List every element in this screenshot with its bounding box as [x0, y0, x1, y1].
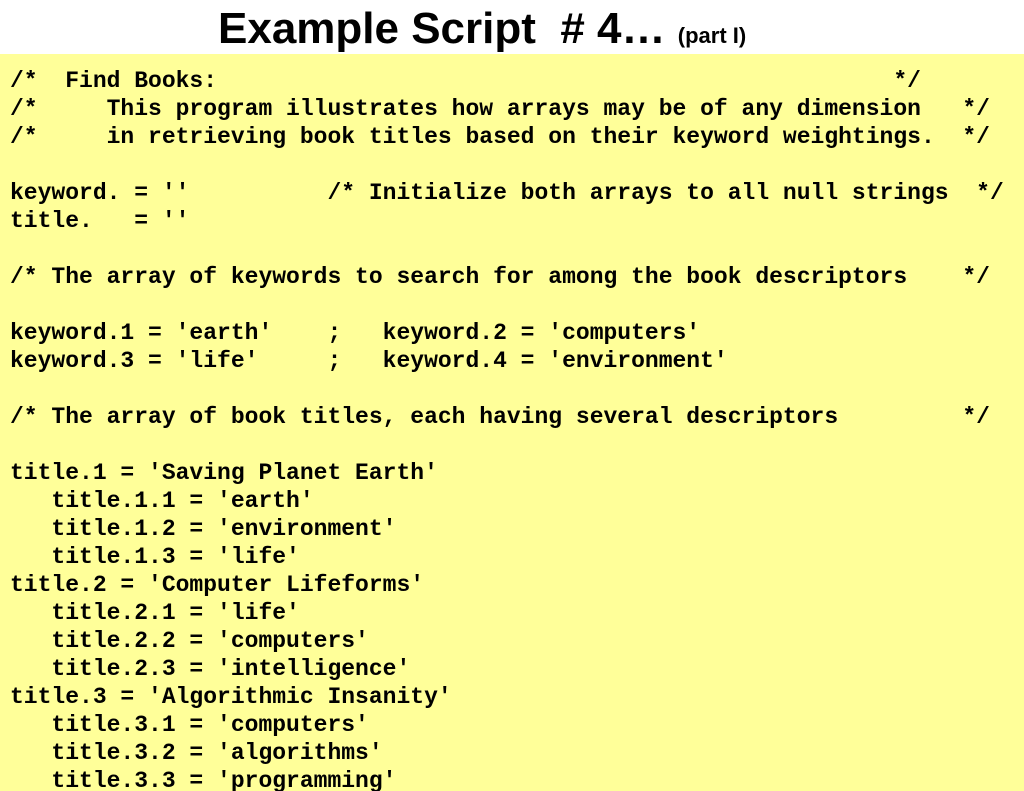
code-line — [10, 431, 1004, 459]
code-line: title.1.3 = 'life' — [10, 544, 300, 570]
code-line: /* The array of book titles, each having several descriptors */ — [10, 404, 990, 430]
code-line: /* Find Books: */ — [10, 68, 921, 94]
code-line: title.2.3 = 'intelligence' — [10, 656, 411, 682]
code-line: title. = '' — [10, 208, 190, 234]
code-line — [10, 151, 1004, 179]
code-block — [10, 67, 1004, 791]
code-line: title.3.1 = 'computers' — [10, 712, 369, 738]
code-line: title.3.3 = 'programming' — [10, 768, 397, 791]
code-line: title.1.1 = 'earth' — [10, 488, 314, 514]
code-line — [10, 375, 1004, 403]
code-line: title.1.2 = 'environment' — [10, 516, 397, 542]
slide-title-text: Example Script # 4… — [218, 4, 666, 53]
code-line: title.3.2 = 'algorithms' — [10, 740, 383, 766]
code-line: title.1 = 'Saving Planet Earth' — [10, 460, 438, 486]
code-line: keyword. = '' /* Initialize both arrays to all null strings */ — [10, 180, 1004, 206]
slide-title — [218, 4, 746, 61]
code-line: /* in retrieving book titles based on their keyword weightings. */ — [10, 124, 990, 150]
code-line: keyword.1 = 'earth' ; keyword.2 = 'computers' — [10, 320, 701, 346]
code-line: /* The array of keywords to search for among the book descriptors */ — [10, 264, 990, 290]
code-line: title.2 = 'Computer Lifeforms' — [10, 572, 425, 598]
code-line: keyword.3 = 'life' ; keyword.4 = 'environment' — [10, 348, 728, 374]
code-line: title.3 = 'Algorithmic Insanity' — [10, 684, 452, 710]
code-line — [10, 291, 1004, 319]
code-panel — [0, 54, 1024, 791]
title-bar — [0, 0, 1024, 54]
code-line: title.2.2 = 'computers' — [10, 628, 369, 654]
code-line: /* This program illustrates how arrays may be of any dimension */ — [10, 96, 990, 122]
slide-subtitle: (part I) — [677, 23, 747, 48]
code-line: title.2.1 = 'life' — [10, 600, 300, 626]
code-line — [10, 235, 1004, 263]
